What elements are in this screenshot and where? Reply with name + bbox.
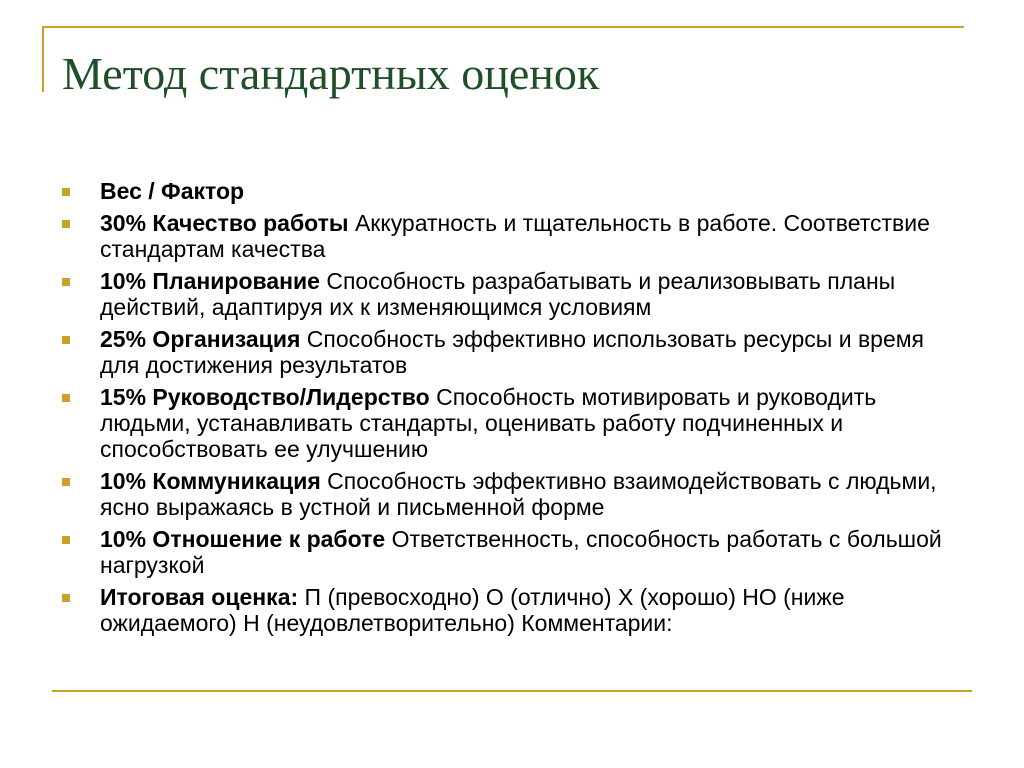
list-item [62, 210, 962, 262]
square-bullet-icon [62, 220, 70, 228]
bullet-list [62, 178, 962, 642]
list-item [62, 268, 962, 320]
square-bullet-icon [62, 188, 70, 196]
slide-title: Метод стандартных оценок [62, 48, 600, 99]
list-item-bold: Вес / Фактор [100, 178, 245, 204]
list-item [62, 178, 962, 204]
list-item-bold: Итоговая оценка: [100, 584, 299, 610]
list-item [62, 526, 962, 578]
list-item-text: Аккуратность и тщательность в работе. Соответствие стандартам качества [100, 210, 930, 262]
list-item-bold: 30% Качество работы [100, 210, 349, 236]
list-item-text: Способность эффективно взаимодействовать с людьми, ясно выражаясь в устной и письменной форме [100, 468, 937, 520]
frame-left-line [42, 26, 44, 92]
list-item-bold: 15% Руководство/Лидерство [100, 384, 430, 410]
square-bullet-icon [62, 394, 70, 402]
list-item [62, 384, 962, 462]
list-item-bold: 10% Коммуникация [100, 468, 321, 494]
list-item-bold: 10% Планирование [100, 268, 320, 294]
list-item-bold: 25% Организация [100, 326, 301, 352]
frame-top-line [42, 26, 964, 28]
list-item-text: Способность мотивировать и руководить людьми, устанавливать стандарты, оценивать работу подчиненных и способствовать ее улучшению [100, 384, 877, 462]
list-item-text: П (превосходно) О (отлично) Х (хорошо) НО (ниже ожидаемого) Н (неудовлетворительно) Комментарии: [100, 584, 845, 636]
square-bullet-icon [62, 278, 70, 286]
list-item [62, 468, 962, 520]
square-bullet-icon [62, 478, 70, 486]
list-item [62, 326, 962, 378]
square-bullet-icon [62, 336, 70, 344]
list-item [62, 584, 962, 636]
list-item-text: Способность разрабатывать и реализовывать планы действий, адаптируя их к изменяющимся условиям [100, 268, 896, 320]
list-item-bold: 10% Отношение к работе [100, 526, 386, 552]
list-item-text: Ответственность, способность работать с большой нагрузкой [100, 526, 942, 578]
square-bullet-icon [62, 536, 70, 544]
footer-divider [52, 690, 972, 692]
square-bullet-icon [62, 594, 70, 602]
list-item-text: Способность эффективно использовать ресурсы и время для достижения результатов [100, 326, 925, 378]
